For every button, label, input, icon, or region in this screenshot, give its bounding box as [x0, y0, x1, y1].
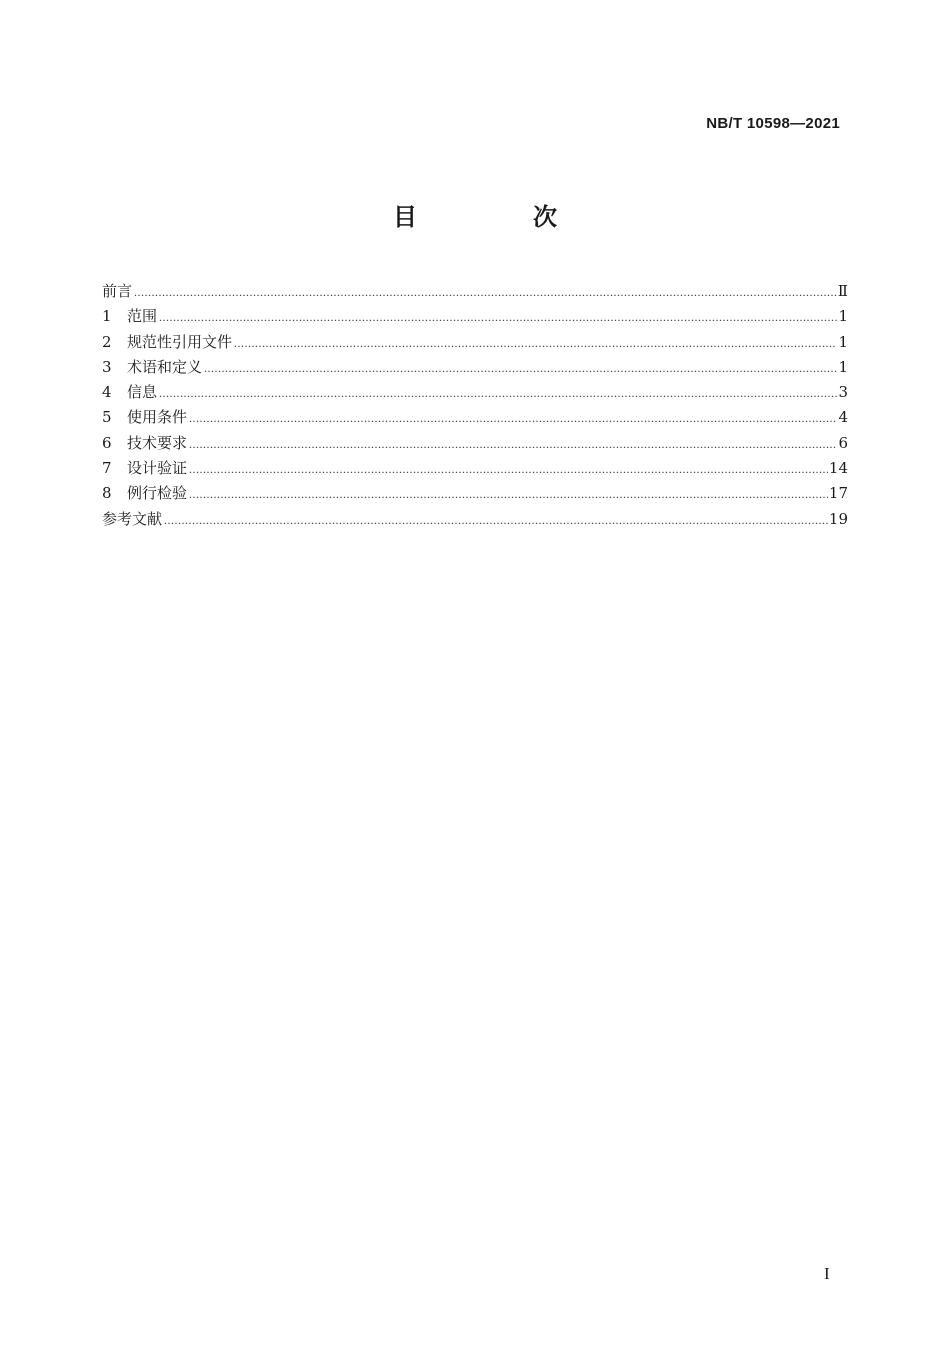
toc-entry-number: 1	[102, 307, 112, 326]
toc-entry-page: Ⅱ	[837, 282, 848, 300]
toc-entry-service-conditions[interactable]	[102, 405, 848, 430]
toc-entry-number: 4	[102, 383, 112, 402]
toc-entry-label: 信息	[127, 383, 158, 402]
toc-entry-page: 19	[828, 509, 848, 528]
page-title: 目 次	[393, 203, 603, 231]
dot-leader	[164, 508, 828, 533]
toc-entry-number: 2	[102, 332, 112, 351]
table-of-contents	[102, 279, 848, 532]
toc-entry-page: 1	[838, 332, 848, 351]
dot-leader	[159, 305, 837, 330]
toc-entry-number: 6	[102, 433, 112, 452]
toc-entry-page: 4	[838, 408, 848, 427]
dot-leader	[204, 356, 837, 381]
toc-entry-foreword[interactable]	[102, 279, 848, 304]
toc-entry-number: 8	[102, 484, 112, 503]
toc-entry-routine-tests[interactable]	[102, 481, 848, 506]
dot-leader	[159, 381, 837, 406]
toc-entry-label: 术语和定义	[127, 357, 203, 376]
toc-entry-label: 设计验证	[127, 459, 188, 478]
toc-entry-page: 1	[838, 357, 848, 376]
toc-entry-label: 使用条件	[127, 408, 188, 427]
toc-entry-number: 7	[102, 459, 112, 478]
toc-entry-normative-references[interactable]	[102, 330, 848, 355]
toc-entry-information[interactable]	[102, 380, 848, 405]
page-number: I	[824, 1264, 830, 1283]
toc-entry-label: 技术要求	[127, 433, 188, 452]
toc-entry-label: 参考文献	[102, 509, 163, 528]
toc-entry-label: 范围	[127, 307, 158, 326]
standard-code: NB/T 10598—2021	[706, 115, 840, 132]
dot-leader	[189, 406, 837, 431]
toc-entry-page: 6	[838, 433, 848, 452]
toc-entry-scope[interactable]	[102, 304, 848, 329]
toc-entry-label: 前言	[102, 282, 133, 300]
toc-entry-number: 5	[102, 408, 112, 427]
toc-entry-page: 3	[838, 383, 848, 402]
toc-entry-design-verification[interactable]	[102, 456, 848, 481]
dot-leader	[189, 482, 828, 507]
toc-entry-number: 3	[102, 357, 112, 376]
dot-leader	[234, 331, 837, 356]
toc-entry-technical-requirements[interactable]	[102, 431, 848, 456]
toc-entry-page: 1	[838, 307, 848, 326]
toc-entry-label: 规范性引用文件	[127, 332, 233, 351]
dot-leader	[134, 280, 837, 305]
dot-leader	[189, 432, 837, 457]
toc-entry-bibliography[interactable]	[102, 507, 848, 532]
toc-entry-page: 14	[828, 459, 848, 478]
toc-entry-page: 17	[828, 484, 848, 503]
toc-entry-terms-definitions[interactable]	[102, 355, 848, 380]
toc-entry-label: 例行检验	[127, 484, 188, 503]
dot-leader	[189, 457, 828, 482]
